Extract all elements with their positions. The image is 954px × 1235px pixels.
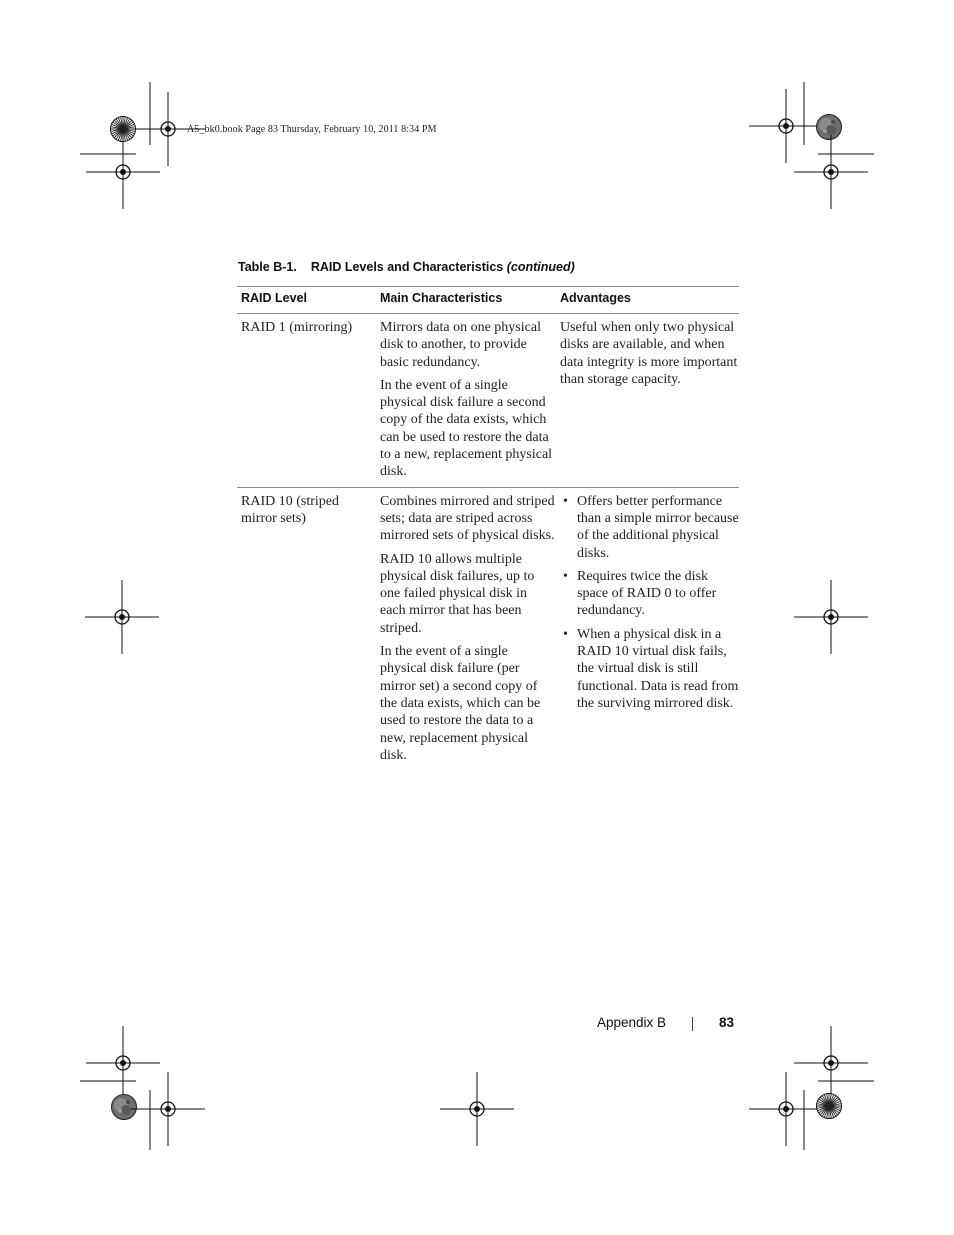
advantage-bullet-text: Requires twice the disk space of RAID 0 to offer redundancy.	[577, 568, 717, 619]
advantage-bullet-text: When a physical disk in a RAID 10 virtual disk fails, the virtual disk is still functional. Data is read from the surviving mirrored disk.	[577, 626, 739, 711]
registration-crosshair-icon	[749, 1072, 823, 1146]
raid-levels-table	[237, 286, 739, 770]
characteristics-paragraph: In the event of a single physical disk failure a second copy of the data exists, which can be used to restore the data to a new, replacement physical disk.	[380, 377, 553, 480]
table-caption-label: Table B-1.	[238, 260, 297, 274]
table-row	[237, 314, 739, 488]
registration-crosshair-icon	[440, 1072, 514, 1146]
bullet-icon: •	[563, 626, 568, 642]
advantage-bullet-text: Offers better performance than a simple mirror because of the additional physical disks.	[577, 493, 739, 561]
registration-crosshair-icon	[86, 135, 160, 209]
registration-crosshair-icon	[131, 1072, 205, 1146]
advantage-bullet-item	[560, 626, 739, 712]
page-number: 83	[718, 1015, 734, 1030]
registration-starburst-icon	[817, 1094, 842, 1119]
registration-crosshair-icon	[794, 1026, 868, 1100]
table-caption-continued: (continued)	[506, 260, 575, 274]
characteristics-paragraph: Combines mirrored and striped sets; data are striped across mirrored sets of physical disks.	[380, 493, 555, 544]
table-row	[237, 488, 739, 770]
table-caption	[238, 260, 575, 274]
registration-crosshair-icon	[794, 580, 868, 654]
advantages-cell: Useful when only two physical disks are available, and when data integrity is more important than storage capacity.	[560, 320, 738, 387]
advantage-bullet-item	[560, 568, 739, 620]
raid-level-cell: RAID 10 (striped mirror sets)	[241, 493, 339, 526]
registration-disc-icon	[817, 115, 842, 140]
footer-divider	[692, 1017, 693, 1031]
footer-section-name: Appendix B	[596, 1015, 666, 1030]
table-header-row	[237, 287, 739, 314]
print-slug-line: A5_bk0.book Page 83 Thursday, February 10, 2011 8:34 PM	[187, 124, 437, 135]
raid-level-cell: RAID 1 (mirroring)	[241, 320, 353, 335]
registration-crosshair-icon	[749, 89, 823, 163]
table-caption-title: RAID Levels and Characteristics	[310, 260, 504, 274]
bullet-icon: •	[563, 493, 568, 509]
characteristics-cell	[376, 314, 556, 487]
bullet-icon: •	[563, 568, 568, 584]
characteristics-paragraph: RAID 10 allows multiple physical disk failures, up to one failed physical disk in each mirror that has been striped.	[380, 551, 535, 636]
registration-crosshair-icon	[794, 135, 868, 209]
characteristics-cell	[376, 488, 556, 770]
characteristics-paragraph: In the event of a single physical disk failure (per mirror set) a second copy of the data exists, which can be used to restore the data to a new, replacement physical disk.	[380, 644, 541, 763]
characteristics-paragraph: Mirrors data on one physical disk to another, to provide basic redundancy.	[380, 320, 541, 370]
column-header-main-characteristics: Main Characteristics	[380, 291, 503, 305]
registration-crosshair-icon	[85, 580, 159, 654]
advantages-cell	[556, 488, 739, 770]
column-header-advantages: Advantages	[560, 291, 631, 305]
registration-disc-icon	[112, 1095, 137, 1120]
registration-crosshair-icon	[86, 1026, 160, 1100]
column-header-raid-level: RAID Level	[241, 291, 307, 305]
advantage-bullet-item	[560, 493, 739, 562]
page-footer	[0, 1015, 954, 1035]
